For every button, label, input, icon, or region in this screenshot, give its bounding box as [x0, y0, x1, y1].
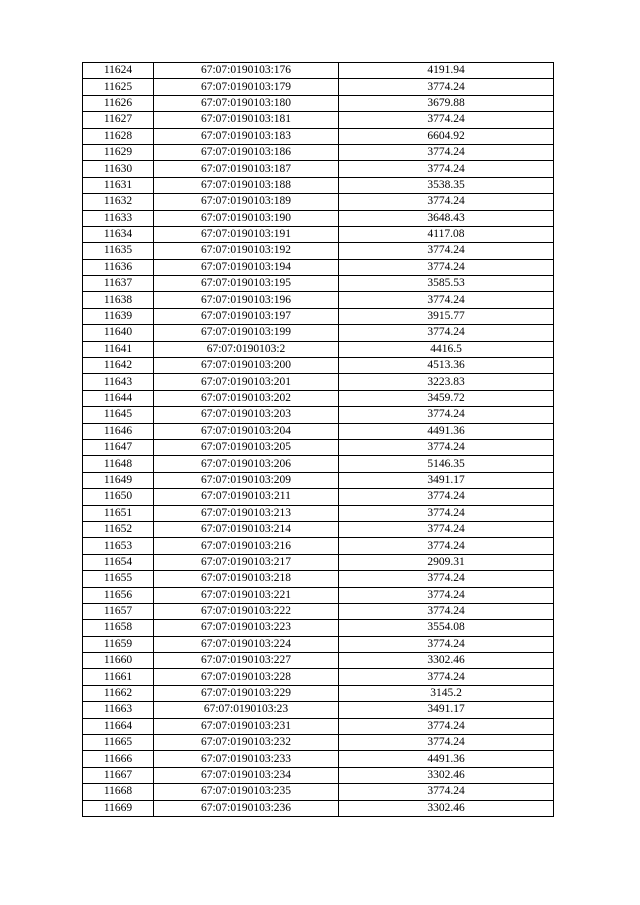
table-row [83, 685, 554, 701]
value-cell: 3538.35 [339, 177, 554, 193]
table-row [83, 259, 554, 275]
value-cell: 4491.36 [339, 751, 554, 767]
table-row [83, 308, 554, 324]
row-number-cell: 11646 [83, 423, 154, 439]
cadastral-number-cell: 67:07:0190103:218 [154, 571, 339, 587]
cadastral-number-cell: 67:07:0190103:227 [154, 653, 339, 669]
row-number-cell: 11655 [83, 571, 154, 587]
table-row [83, 177, 554, 193]
table-row [83, 358, 554, 374]
value-cell: 3774.24 [339, 325, 554, 341]
cadastral-number-cell: 67:07:0190103:186 [154, 144, 339, 160]
row-number-cell: 11654 [83, 554, 154, 570]
row-number-cell: 11665 [83, 735, 154, 751]
row-number-cell: 11656 [83, 587, 154, 603]
value-cell: 3554.08 [339, 620, 554, 636]
table-row [83, 243, 554, 259]
value-cell: 3774.24 [339, 79, 554, 95]
cadastral-number-cell: 67:07:0190103:201 [154, 374, 339, 390]
value-cell: 3774.24 [339, 194, 554, 210]
value-cell: 3774.24 [339, 112, 554, 128]
cadastral-number-cell: 67:07:0190103:181 [154, 112, 339, 128]
value-cell: 3774.24 [339, 587, 554, 603]
row-number-cell: 11639 [83, 308, 154, 324]
cadastral-number-cell: 67:07:0190103:197 [154, 308, 339, 324]
table-row [83, 210, 554, 226]
row-number-cell: 11663 [83, 702, 154, 718]
cadastral-number-cell: 67:07:0190103:224 [154, 636, 339, 652]
table-row [83, 784, 554, 800]
row-number-cell: 11668 [83, 784, 154, 800]
value-cell: 3774.24 [339, 144, 554, 160]
value-cell: 4491.36 [339, 423, 554, 439]
value-cell: 3679.88 [339, 95, 554, 111]
value-cell: 2909.31 [339, 554, 554, 570]
value-cell: 3774.24 [339, 735, 554, 751]
row-number-cell: 11645 [83, 407, 154, 423]
row-number-cell: 11664 [83, 718, 154, 734]
cadastral-number-cell: 67:07:0190103:206 [154, 456, 339, 472]
cadastral-number-cell: 67:07:0190103:23 [154, 702, 339, 718]
table-row [83, 571, 554, 587]
value-cell: 3774.24 [339, 669, 554, 685]
row-number-cell: 11627 [83, 112, 154, 128]
table-row [83, 751, 554, 767]
table-row [83, 554, 554, 570]
value-cell: 3774.24 [339, 439, 554, 455]
table-row [83, 226, 554, 242]
table-row [83, 718, 554, 734]
table-row [83, 144, 554, 160]
cadastral-number-cell: 67:07:0190103:209 [154, 472, 339, 488]
cadastral-number-cell: 67:07:0190103:191 [154, 226, 339, 242]
row-number-cell: 11658 [83, 620, 154, 636]
table-row [83, 472, 554, 488]
row-number-cell: 11669 [83, 800, 154, 816]
value-cell: 3648.43 [339, 210, 554, 226]
value-cell: 3774.24 [339, 161, 554, 177]
value-cell: 3145.2 [339, 685, 554, 701]
cadastral-number-cell: 67:07:0190103:200 [154, 358, 339, 374]
row-number-cell: 11628 [83, 128, 154, 144]
cadastral-number-cell: 67:07:0190103:2 [154, 341, 339, 357]
value-cell: 3915.77 [339, 308, 554, 324]
row-number-cell: 11642 [83, 358, 154, 374]
cadastral-number-cell: 67:07:0190103:234 [154, 767, 339, 783]
cadastral-number-cell: 67:07:0190103:204 [154, 423, 339, 439]
table-row [83, 538, 554, 554]
cadastral-number-cell: 67:07:0190103:205 [154, 439, 339, 455]
row-number-cell: 11626 [83, 95, 154, 111]
value-cell: 3302.46 [339, 767, 554, 783]
table-row [83, 587, 554, 603]
row-number-cell: 11648 [83, 456, 154, 472]
table-row [83, 79, 554, 95]
table-row [83, 439, 554, 455]
table-row [83, 194, 554, 210]
cadastral-number-cell: 67:07:0190103:192 [154, 243, 339, 259]
value-cell: 3223.83 [339, 374, 554, 390]
cadastral-number-cell: 67:07:0190103:189 [154, 194, 339, 210]
cadastral-number-cell: 67:07:0190103:217 [154, 554, 339, 570]
row-number-cell: 11633 [83, 210, 154, 226]
row-number-cell: 11652 [83, 521, 154, 537]
cadastral-number-cell: 67:07:0190103:223 [154, 620, 339, 636]
table-row [83, 325, 554, 341]
cadastral-number-cell: 67:07:0190103:199 [154, 325, 339, 341]
value-cell: 3774.24 [339, 292, 554, 308]
table-row [83, 603, 554, 619]
value-cell: 5146.35 [339, 456, 554, 472]
cadastral-value-table [82, 62, 554, 817]
cadastral-number-cell: 67:07:0190103:232 [154, 735, 339, 751]
value-cell: 3302.46 [339, 653, 554, 669]
row-number-cell: 11629 [83, 144, 154, 160]
cadastral-number-cell: 67:07:0190103:196 [154, 292, 339, 308]
table-row [83, 112, 554, 128]
value-cell: 4117.08 [339, 226, 554, 242]
value-cell: 4191.94 [339, 63, 554, 79]
cadastral-number-cell: 67:07:0190103:228 [154, 669, 339, 685]
cadastral-number-cell: 67:07:0190103:222 [154, 603, 339, 619]
row-number-cell: 11651 [83, 505, 154, 521]
table-row [83, 636, 554, 652]
value-cell: 4416.5 [339, 341, 554, 357]
row-number-cell: 11643 [83, 374, 154, 390]
value-cell: 6604.92 [339, 128, 554, 144]
cadastral-number-cell: 67:07:0190103:180 [154, 95, 339, 111]
value-cell: 3774.24 [339, 636, 554, 652]
table-row [83, 505, 554, 521]
table-row [83, 95, 554, 111]
table-row [83, 276, 554, 292]
row-number-cell: 11647 [83, 439, 154, 455]
cadastral-number-cell: 67:07:0190103:235 [154, 784, 339, 800]
row-number-cell: 11657 [83, 603, 154, 619]
cadastral-number-cell: 67:07:0190103:183 [154, 128, 339, 144]
row-number-cell: 11634 [83, 226, 154, 242]
table-row [83, 735, 554, 751]
row-number-cell: 11650 [83, 489, 154, 505]
row-number-cell: 11644 [83, 390, 154, 406]
table-row [83, 423, 554, 439]
row-number-cell: 11662 [83, 685, 154, 701]
cadastral-number-cell: 67:07:0190103:216 [154, 538, 339, 554]
value-cell: 3774.24 [339, 505, 554, 521]
cadastral-number-cell: 67:07:0190103:187 [154, 161, 339, 177]
row-number-cell: 11625 [83, 79, 154, 95]
value-cell: 4513.36 [339, 358, 554, 374]
value-cell: 3774.24 [339, 571, 554, 587]
table-row [83, 390, 554, 406]
value-cell: 3774.24 [339, 603, 554, 619]
cadastral-number-cell: 67:07:0190103:236 [154, 800, 339, 816]
value-cell: 3774.24 [339, 784, 554, 800]
row-number-cell: 11632 [83, 194, 154, 210]
table-row [83, 669, 554, 685]
row-number-cell: 11653 [83, 538, 154, 554]
value-cell: 3491.17 [339, 702, 554, 718]
cadastral-number-cell: 67:07:0190103:203 [154, 407, 339, 423]
table-row [83, 800, 554, 816]
row-number-cell: 11640 [83, 325, 154, 341]
row-number-cell: 11661 [83, 669, 154, 685]
row-number-cell: 11667 [83, 767, 154, 783]
value-cell: 3585.53 [339, 276, 554, 292]
row-number-cell: 11637 [83, 276, 154, 292]
table-row [83, 407, 554, 423]
cadastral-number-cell: 67:07:0190103:221 [154, 587, 339, 603]
cadastral-number-cell: 67:07:0190103:233 [154, 751, 339, 767]
row-number-cell: 11660 [83, 653, 154, 669]
value-cell: 3774.24 [339, 259, 554, 275]
table-row [83, 521, 554, 537]
table-row [83, 489, 554, 505]
cadastral-number-cell: 67:07:0190103:176 [154, 63, 339, 79]
cadastral-number-cell: 67:07:0190103:214 [154, 521, 339, 537]
table-row [83, 702, 554, 718]
table-row [83, 341, 554, 357]
value-cell: 3302.46 [339, 800, 554, 816]
row-number-cell: 11659 [83, 636, 154, 652]
row-number-cell: 11638 [83, 292, 154, 308]
cadastral-number-cell: 67:07:0190103:231 [154, 718, 339, 734]
cadastral-number-cell: 67:07:0190103:188 [154, 177, 339, 193]
value-cell: 3774.24 [339, 489, 554, 505]
table-row [83, 620, 554, 636]
value-cell: 3459.72 [339, 390, 554, 406]
table-body [83, 63, 554, 817]
cadastral-number-cell: 67:07:0190103:229 [154, 685, 339, 701]
value-cell: 3774.24 [339, 521, 554, 537]
cadastral-number-cell: 67:07:0190103:195 [154, 276, 339, 292]
cadastral-number-cell: 67:07:0190103:211 [154, 489, 339, 505]
table-row [83, 456, 554, 472]
cadastral-number-cell: 67:07:0190103:179 [154, 79, 339, 95]
value-cell: 3774.24 [339, 407, 554, 423]
table-row [83, 374, 554, 390]
row-number-cell: 11630 [83, 161, 154, 177]
table-row [83, 292, 554, 308]
value-cell: 3774.24 [339, 718, 554, 734]
row-number-cell: 11649 [83, 472, 154, 488]
row-number-cell: 11666 [83, 751, 154, 767]
row-number-cell: 11624 [83, 63, 154, 79]
value-cell: 3491.17 [339, 472, 554, 488]
cadastral-number-cell: 67:07:0190103:213 [154, 505, 339, 521]
table-row [83, 767, 554, 783]
table-row [83, 63, 554, 79]
value-cell: 3774.24 [339, 243, 554, 259]
table-row [83, 653, 554, 669]
cadastral-number-cell: 67:07:0190103:194 [154, 259, 339, 275]
cadastral-number-cell: 67:07:0190103:190 [154, 210, 339, 226]
value-cell: 3774.24 [339, 538, 554, 554]
table-row [83, 161, 554, 177]
row-number-cell: 11635 [83, 243, 154, 259]
row-number-cell: 11641 [83, 341, 154, 357]
row-number-cell: 11631 [83, 177, 154, 193]
cadastral-number-cell: 67:07:0190103:202 [154, 390, 339, 406]
table-row [83, 128, 554, 144]
row-number-cell: 11636 [83, 259, 154, 275]
